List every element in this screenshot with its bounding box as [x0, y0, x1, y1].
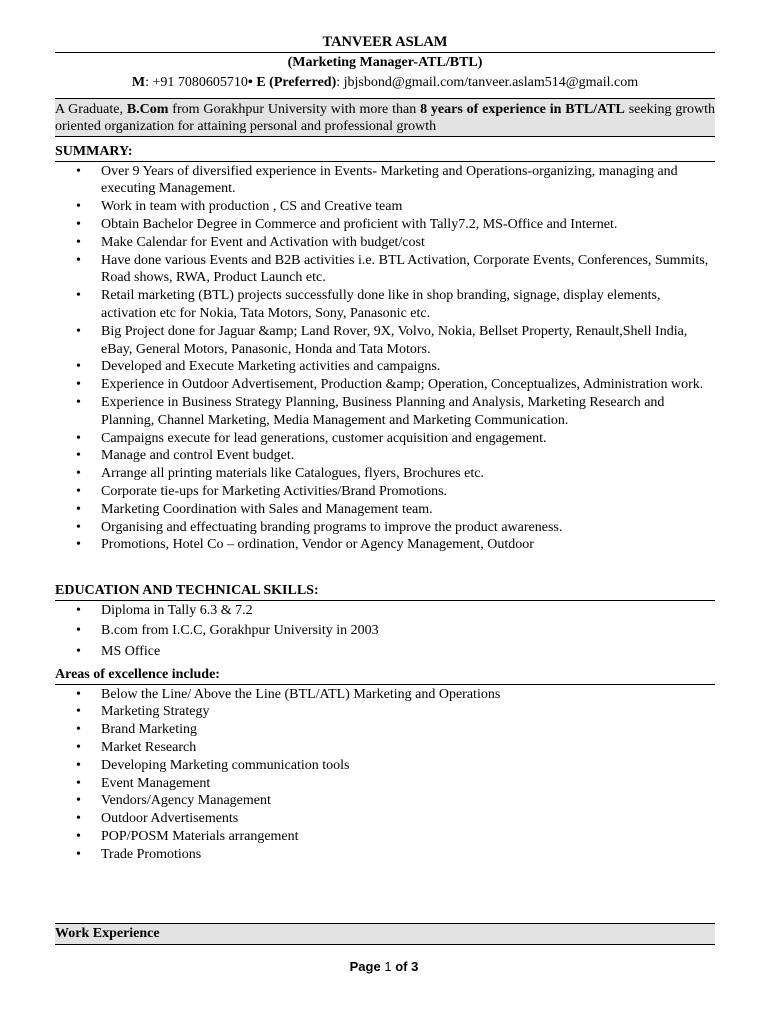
footer-of-word: of [395, 959, 408, 974]
list-item-text: Market Research [101, 739, 197, 755]
list-item-text: Over 9 Years of diversified experience in Events- Marketing and Operations-organizing, managing and executing Management. [101, 163, 678, 197]
education-heading: EDUCATION AND TECHNICAL SKILLS: [55, 582, 715, 601]
list-item [55, 447, 715, 465]
mobile-number: : +91 7080605710 [145, 74, 248, 90]
list-item-text: Trade Promotions [101, 846, 202, 862]
list-item [55, 358, 715, 376]
bullet-icon: • [76, 757, 81, 773]
contact-separator: • [247, 74, 253, 90]
list-item [55, 828, 715, 846]
list-item [55, 739, 715, 757]
header-rule [55, 52, 715, 53]
bullet-icon: • [76, 519, 81, 535]
bullet-icon: • [76, 448, 81, 464]
education-list [55, 602, 715, 660]
list-item [55, 602, 715, 620]
list-item [55, 703, 715, 721]
list-item [55, 810, 715, 828]
work-experience-heading: Work Experience [55, 923, 715, 945]
bullet-icon: • [76, 430, 81, 446]
list-item-text: Work in team with production , CS and Creative team [101, 199, 403, 215]
list-item-text: Diploma in Tally 6.3 & 7.2 [101, 603, 253, 619]
bullet-icon: • [76, 704, 81, 720]
job-title: (Marketing Manager-ATL/BTL) [287, 55, 483, 70]
list-item [55, 686, 715, 704]
summary-heading: SUMMARY: [55, 143, 715, 162]
list-item [55, 234, 715, 252]
candidate-name: TANVEER ASLAM [322, 34, 448, 50]
list-item-text: POP/POSM Materials arrangement [101, 828, 299, 844]
list-item [55, 792, 715, 810]
footer-page-word: Page [349, 959, 381, 974]
list-item [55, 757, 715, 775]
bullet-icon: • [76, 199, 81, 215]
list-item [55, 376, 715, 394]
list-item [55, 721, 715, 739]
list-item-text: Experience in Outdoor Advertisement, Production &amp; Operation, Conceptualizes, Administration work. [101, 377, 704, 393]
list-item-text: Campaigns execute for lead generations, customer acquisition and engagement. [101, 430, 547, 446]
list-item-text: Developed and Execute Marketing activities and campaigns. [101, 359, 441, 375]
list-item-text: B.com from I.C.C, Gorakhpur University in 2003 [101, 623, 379, 639]
bullet-icon: • [76, 775, 81, 791]
bullet-icon: • [76, 216, 81, 232]
bullet-icon: • [76, 846, 81, 862]
bullet-icon: • [76, 722, 81, 738]
bullet-icon: • [76, 811, 81, 827]
objective-degree: B.Com [126, 101, 169, 117]
contact-line [55, 74, 715, 92]
list-item-text: Brand Marketing [101, 722, 198, 738]
bullet-icon: • [76, 739, 81, 755]
list-item [55, 252, 715, 288]
bullet-icon: • [76, 643, 81, 659]
objective-experience: 8 years of experience in BTL/ATL [420, 101, 625, 117]
list-item [55, 430, 715, 448]
list-item-text: Experience in Business Strategy Planning, Business Planning and Analysis, Marketing Research and Planning, Channel Marketing, Media Management and Marketing Communication. [101, 394, 665, 428]
footer-current-page: 1 [384, 959, 392, 974]
bullet-icon: • [76, 537, 81, 553]
list-item-text: Obtain Bachelor Degree in Commerce and proficient with Tally7.2, MS-Office and Internet. [101, 216, 618, 232]
list-item-text: Vendors/Agency Management [101, 793, 271, 809]
objective-statement [55, 98, 715, 137]
list-item [55, 287, 715, 323]
list-item-text: Manage and control Event budget. [101, 448, 295, 464]
list-item-text: Outdoor Advertisements [101, 811, 239, 827]
excellence-heading: Areas of excellence include: [55, 666, 715, 685]
mobile-label: M [131, 74, 146, 90]
page-footer [0, 958, 768, 976]
bullet-icon: • [76, 377, 81, 393]
list-item-text: Organising and effectuating branding programs to improve the product awareness. [101, 519, 563, 535]
email-addresses: : jbjsbond@gmail.com/tanveer.aslam514@gmail.com [336, 74, 639, 90]
list-item [55, 846, 715, 864]
list-item [55, 775, 715, 793]
list-item-text: Have done various Events and B2B activities i.e. BTL Activation, Corporate Events, Conferences, Summits, Road shows, RWA, Product Launch etc. [101, 252, 709, 286]
list-item-text: Developing Marketing communication tools [101, 757, 350, 773]
email-label: E (Preferred) [256, 74, 337, 90]
list-item [55, 536, 715, 554]
summary-list [55, 163, 715, 555]
list-item [55, 519, 715, 537]
list-item-text: Marketing Strategy [101, 704, 210, 720]
footer-total-pages: 3 [411, 959, 419, 974]
resume-page [55, 34, 715, 941]
list-item [55, 483, 715, 501]
list-item [55, 394, 715, 430]
bullet-icon: • [76, 288, 81, 304]
list-item [55, 501, 715, 519]
objective-text-3: seeking growth oriented organization for attaining personal and professional growth [55, 101, 715, 134]
excellence-list [55, 686, 715, 864]
objective-text-2: from Gorakhpur University with more than [168, 101, 421, 117]
list-item-text: Below the Line/ Above the Line (BTL/ATL) Marketing and Operations [101, 686, 501, 702]
objective-text-1: A Graduate, [55, 101, 127, 117]
bullet-icon: • [76, 483, 81, 499]
bullet-icon: • [76, 359, 81, 375]
bullet-icon: • [76, 603, 81, 619]
list-item-text: Arrange all printing materials like Catalogues, flyers, Brochures etc. [101, 466, 484, 482]
list-item-text: Retail marketing (BTL) projects successfully done like in shop branding, signage, display elements, activation etc for Nokia, Tata Motors, Sony, Panasonic etc. [101, 288, 661, 321]
list-item-text: Marketing Coordination with Sales and Management team. [101, 501, 433, 517]
bullet-icon: • [76, 394, 81, 410]
list-item-text: Event Management [101, 775, 211, 791]
list-item [55, 163, 715, 199]
bullet-icon: • [76, 686, 81, 702]
list-item-text: Promotions, Hotel Co – ordination, Vendor or Agency Management, Outdoor [101, 537, 534, 553]
list-item [55, 465, 715, 483]
bullet-icon: • [76, 323, 81, 339]
bullet-icon: • [76, 828, 81, 844]
list-item [55, 643, 715, 661]
bullet-icon: • [76, 466, 81, 482]
bullet-icon: • [76, 793, 81, 809]
bullet-icon: • [76, 234, 81, 250]
list-item-text: Big Project done for Jaguar &amp; Land Rover, 9X, Volvo, Nokia, Bellset Property, Renault,Shell India, eBay, General Motors, Panasonic, Honda and Tata Motors. [101, 323, 688, 357]
list-item [55, 622, 715, 640]
bullet-icon: • [76, 252, 81, 268]
list-item-text: MS Office [101, 643, 161, 659]
list-item [55, 198, 715, 216]
list-item-text: Make Calendar for Event and Activation with budget/cost [101, 234, 425, 250]
bullet-icon: • [76, 501, 81, 517]
bullet-icon: • [76, 163, 81, 179]
bullet-icon: • [76, 623, 81, 639]
list-item [55, 216, 715, 234]
list-item [55, 323, 715, 359]
list-item-text: Corporate tie-ups for Marketing Activities/Brand Promotions. [101, 483, 448, 499]
